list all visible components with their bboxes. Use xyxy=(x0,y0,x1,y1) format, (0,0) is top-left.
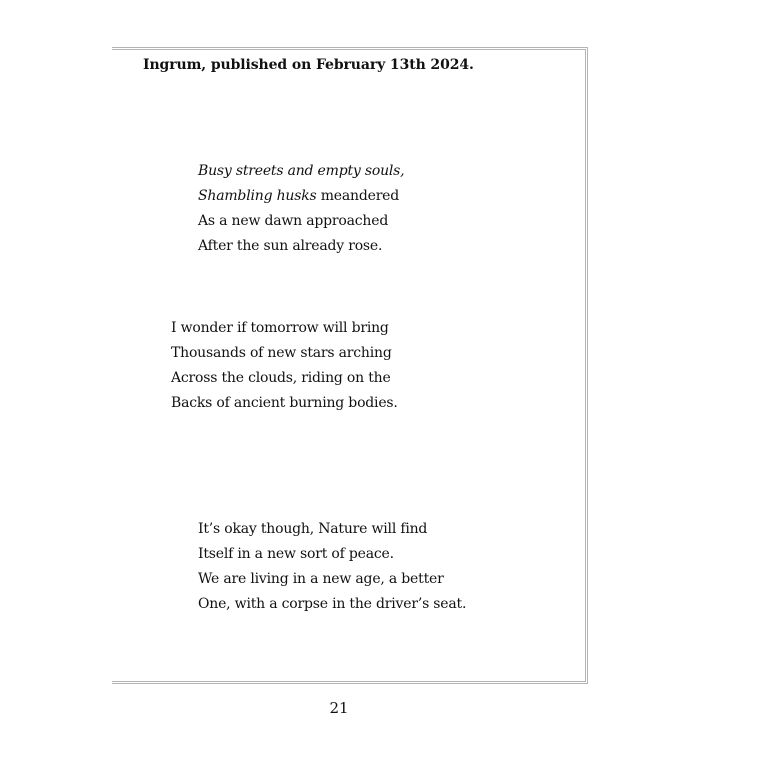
stanza-2-line-4: Backs of ancient burning bodies. xyxy=(171,395,398,411)
stanza-1-line-1: Busy streets and empty souls, xyxy=(198,163,405,179)
stanza-3-line-4: One, with a corpse in the driver’s seat. xyxy=(198,596,467,612)
page-title: Ingrum, published on February 13th 2024. xyxy=(143,57,474,73)
stanza-1-line-4: After the sun already rose. xyxy=(198,238,383,254)
stanza-3-line-1: It’s okay though, Nature will find xyxy=(198,521,428,537)
stanza-2-line-2: Thousands of new stars arching xyxy=(171,345,392,361)
stanza-2-line-3: Across the clouds, riding on the xyxy=(171,370,391,386)
stanza-1-line-3: As a new dawn approached xyxy=(198,213,389,229)
stanza-1 xyxy=(198,159,404,259)
stanza-1-line-2 xyxy=(198,184,404,209)
stanza-2 xyxy=(171,316,398,416)
stanza-3 xyxy=(198,517,466,617)
page-number: 21 xyxy=(329,699,349,717)
stanza-2-line-1: I wonder if tomorrow will bring xyxy=(171,320,389,336)
stanza-1-line-2-rest: meandered xyxy=(316,188,400,204)
stanza-3-line-2: Itself in a new sort of peace. xyxy=(198,546,394,562)
stanza-3-line-3: We are living in a new age, a better xyxy=(198,571,444,587)
stanza-1-line-2-italic: Shambling husks xyxy=(198,188,317,204)
